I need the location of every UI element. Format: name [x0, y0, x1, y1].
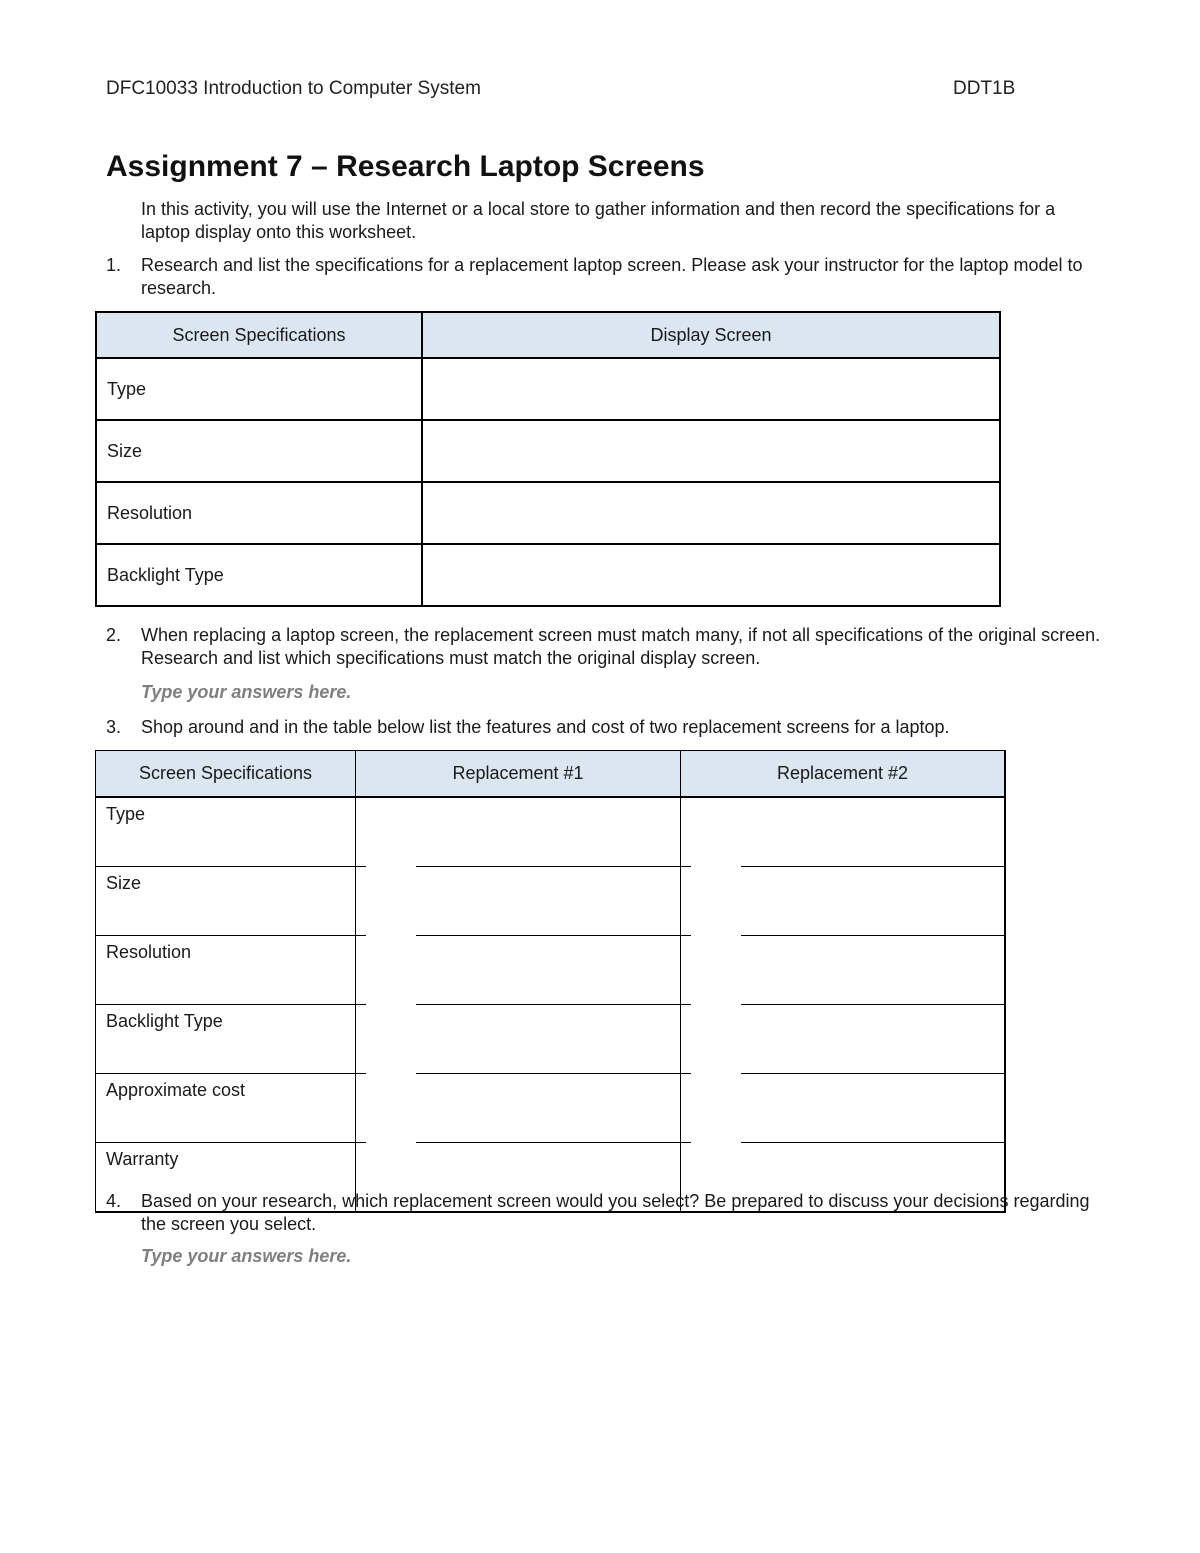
row-label: Resolution — [96, 482, 422, 544]
replacement-1-cell[interactable] — [356, 867, 681, 936]
table-row — [96, 420, 1000, 482]
replacement-2-cell[interactable] — [681, 936, 1006, 1005]
row-label: Type — [96, 797, 356, 867]
row-label: Backlight Type — [96, 544, 422, 606]
column-header: Display Screen — [422, 312, 1000, 358]
table-row — [96, 867, 1006, 936]
question-text: When replacing a laptop screen, the replacement screen must match many, if not all specifications of the original screen. Research and list which specifications must match the original display screen. — [141, 625, 1101, 668]
table-row — [96, 482, 1000, 544]
row-label: Warranty — [96, 1143, 356, 1213]
table-row — [96, 358, 1000, 420]
replacement-comparison-table — [95, 750, 1006, 1213]
row-label: Size — [96, 420, 422, 482]
question-text: Research and list the specifications for a replacement laptop screen. Please ask your instructor for the laptop model to research. — [141, 255, 1083, 298]
question-number: 1. — [106, 255, 122, 275]
class-code: DDT1B — [953, 78, 1016, 99]
table-row — [96, 936, 1006, 1005]
replacement-1-cell[interactable] — [356, 797, 681, 867]
question-number: 2. — [106, 625, 122, 645]
answer-cell[interactable] — [422, 420, 1000, 482]
replacement-1-cell[interactable] — [356, 936, 681, 1005]
page-title: Assignment 7 – Research Laptop Screens — [106, 150, 705, 183]
display-screen-spec-table — [95, 311, 1001, 607]
answer-cell[interactable] — [422, 358, 1000, 420]
column-header: Replacement #1 — [356, 751, 681, 798]
table-row — [96, 544, 1000, 606]
course-header: DFC10033 Introduction to Computer System — [106, 78, 481, 99]
replacement-1-cell[interactable] — [356, 1074, 681, 1143]
replacement-2-cell[interactable] — [681, 1074, 1006, 1143]
column-header: Screen Specifications — [96, 312, 422, 358]
question-number: 4. — [106, 1191, 122, 1211]
question-number: 3. — [106, 717, 122, 737]
row-label: Size — [96, 867, 356, 936]
row-label: Type — [96, 358, 422, 420]
column-header: Replacement #2 — [681, 751, 1006, 798]
replacement-1-cell[interactable] — [356, 1005, 681, 1074]
intro-paragraph: In this activity, you will use the Internet or a local store to gather information and then record the specifications for a laptop display onto this worksheet. — [141, 199, 1056, 242]
table-row — [96, 1005, 1006, 1074]
question-text: Shop around and in the table below list the features and cost of two replacement screens for a laptop. — [141, 717, 950, 737]
row-label: Approximate cost — [96, 1074, 356, 1143]
answer-placeholder[interactable]: Type your answers here. — [141, 1246, 352, 1266]
question-text: Based on your research, which replacement screen would you select? Be prepared to discuss your decisions regarding the screen you select. — [141, 1191, 1090, 1234]
table-row — [96, 1074, 1006, 1143]
answer-cell[interactable] — [422, 544, 1000, 606]
table-row — [96, 797, 1006, 867]
answer-cell[interactable] — [422, 482, 1000, 544]
column-header: Screen Specifications — [96, 751, 356, 798]
answer-placeholder[interactable]: Type your answers here. — [141, 682, 352, 702]
row-label: Resolution — [96, 936, 356, 1005]
replacement-2-cell[interactable] — [681, 1005, 1006, 1074]
replacement-2-cell[interactable] — [681, 797, 1006, 867]
row-label: Backlight Type — [96, 1005, 356, 1074]
replacement-2-cell[interactable] — [681, 867, 1006, 936]
